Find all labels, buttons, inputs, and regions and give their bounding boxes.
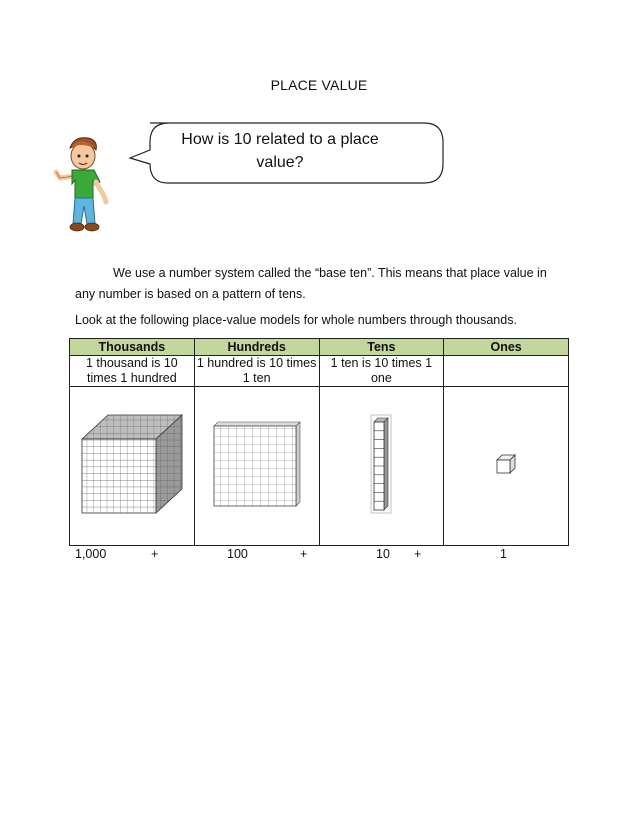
instruction-paragraph: Look at the following place-value models for whole numbers through thousands. <box>75 313 517 327</box>
sum-tens: 10 <box>376 547 390 561</box>
model-ones-cell <box>444 387 569 546</box>
plus-sign-2: + <box>300 547 308 561</box>
hundred-flat-icon <box>212 420 302 508</box>
place-value-table <box>69 338 569 546</box>
description-row <box>70 356 569 387</box>
sum-line <box>0 547 638 565</box>
ten-rod-icon <box>370 414 392 514</box>
sum-thousands: 1,000 <box>75 547 107 561</box>
header-tens: Tens <box>319 339 444 356</box>
bubble-text <box>160 128 400 174</box>
table-header-row <box>70 339 569 356</box>
desc-thousands: 1 thousand is 10 times 1 hundred <box>70 356 195 387</box>
intro-paragraph: We use a number system called the “base ten”. This means that place value in any number is based on a pattern of tens. <box>75 266 547 301</box>
bubble-text-line1: How is 10 related to a place <box>181 131 379 148</box>
header-thousands: Thousands <box>70 339 195 356</box>
one-unit-cube-icon <box>495 453 517 475</box>
bubble-text-line2: value? <box>256 154 304 171</box>
thousand-cube-icon <box>80 413 184 515</box>
model-row <box>70 387 569 546</box>
model-tens-cell <box>319 387 444 546</box>
model-thousands-cell <box>70 387 195 546</box>
sum-hundreds: 100 <box>227 547 248 561</box>
sum-ones: 1 <box>500 547 507 561</box>
desc-ones <box>444 356 569 387</box>
plus-sign-3: + <box>414 547 422 561</box>
plus-sign-1: + <box>151 547 159 561</box>
model-hundreds-cell <box>194 387 319 546</box>
header-ones: Ones <box>444 339 569 356</box>
boy-illustration-icon <box>50 136 130 236</box>
desc-tens: 1 ten is 10 times 1 one <box>319 356 444 387</box>
desc-hundreds: 1 hundred is 10 times 1 ten <box>194 356 319 387</box>
page-title: PLACE VALUE <box>270 77 368 93</box>
header-hundreds: Hundreds <box>194 339 319 356</box>
